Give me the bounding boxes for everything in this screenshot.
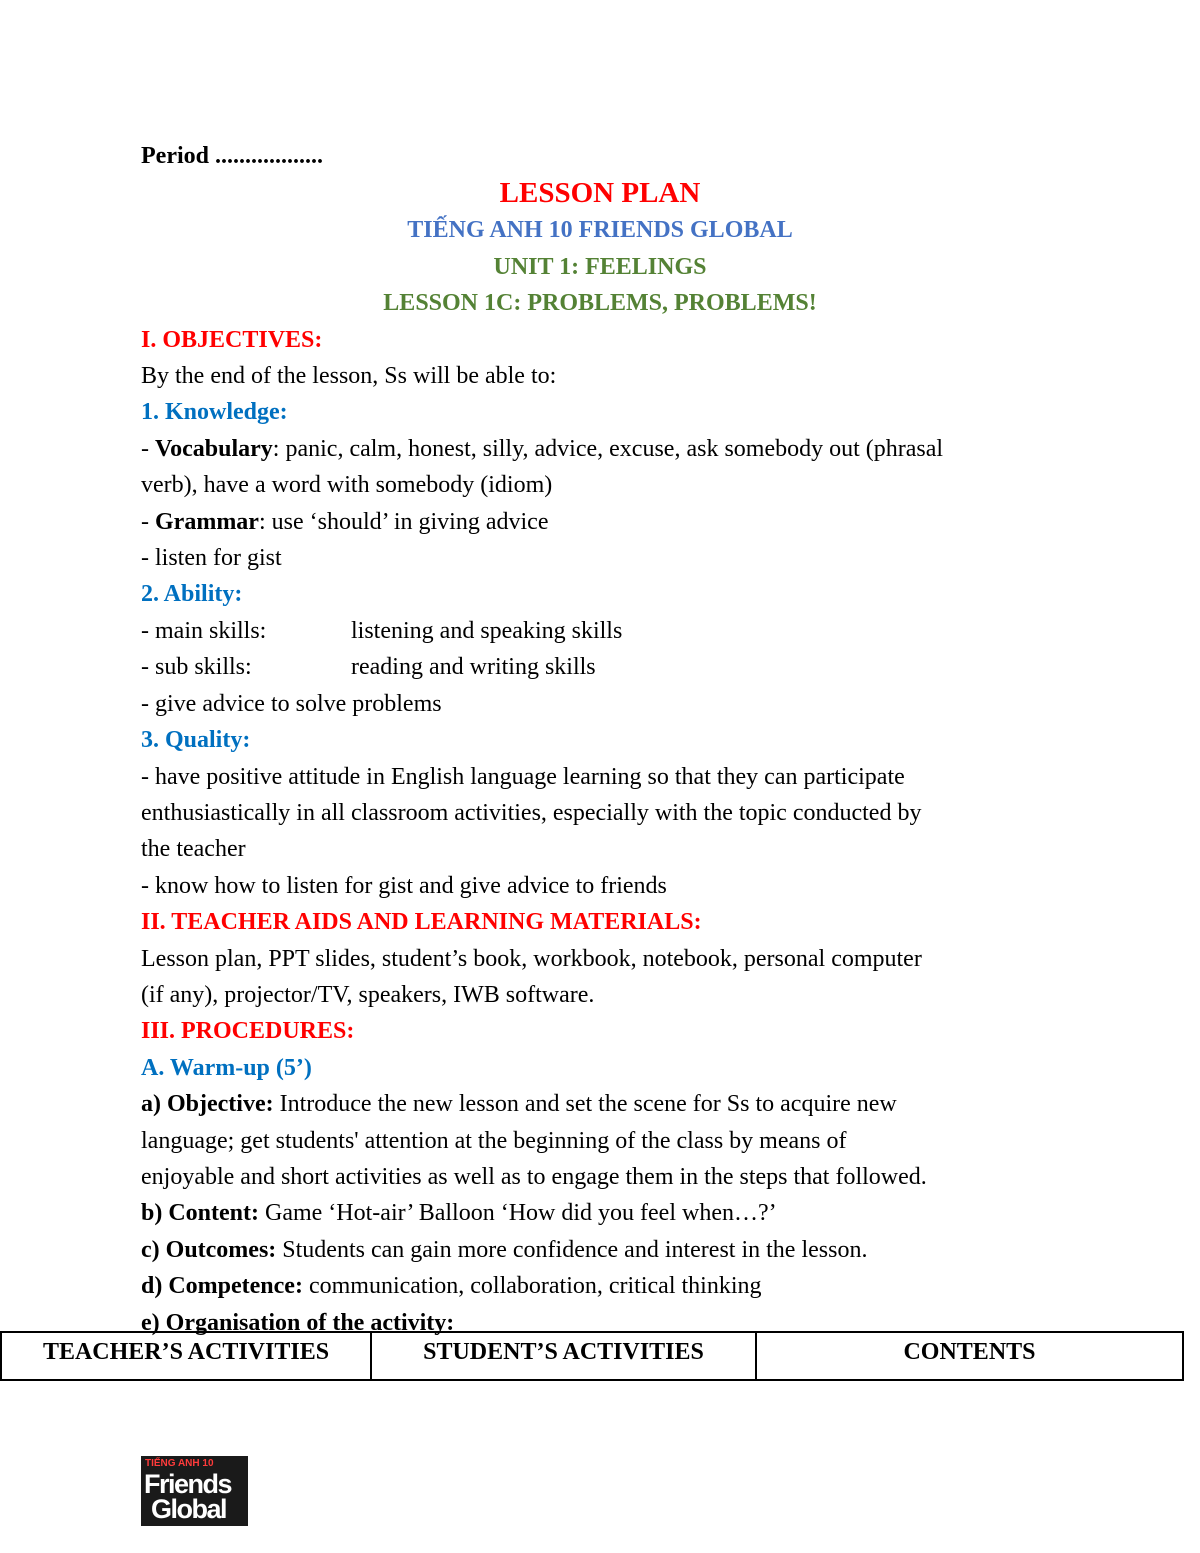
outcomes-label: c) Outcomes:: [141, 1236, 277, 1263]
student-activities-header: STUDENT’S ACTIVITIES: [371, 1332, 756, 1380]
warmup-heading: A. Warm-up (5’): [141, 1054, 312, 1081]
grammar-label: Grammar: [155, 508, 259, 535]
vocabulary-text: : panic, calm, honest, silly, advice, excuse, ask somebody out (phrasal: [272, 435, 944, 462]
sub-skills-line: [141, 649, 1071, 685]
friends-global-logo: [141, 1456, 248, 1526]
quality-line-1b: enthusiastically in all classroom activities, especially with the topic conducted by: [141, 799, 922, 826]
organisation-line: e) Organisation of the activity:: [141, 1309, 455, 1336]
procedures-heading: III. PROCEDURES:: [141, 1018, 355, 1045]
objectives-heading: I. OBJECTIVES:: [141, 326, 323, 353]
teacher-activities-header: TEACHER’S ACTIVITIES: [1, 1332, 371, 1380]
content-line: [141, 1195, 1071, 1231]
sub-skills-value: reading and writing skills: [351, 654, 596, 681]
give-advice-line: - give advice to solve problems: [141, 690, 442, 717]
outcomes-text: Students can gain more confidence and interest in the lesson.: [276, 1236, 868, 1263]
main-skills-value: listening and speaking skills: [351, 617, 623, 644]
competence-text: communication, collaboration, critical thinking: [302, 1273, 762, 1300]
course-title: TIẾNG ANH 10 FRIENDS GLOBAL: [407, 217, 793, 244]
page-title: LESSON PLAN: [499, 177, 701, 210]
unit-title: UNIT 1: FEELINGS: [493, 253, 707, 280]
period-line: Period ..................: [141, 143, 323, 169]
listen-gist-line: - listen for gist: [141, 545, 282, 572]
competence-line: [141, 1268, 1071, 1304]
quality-line-1c: the teacher: [141, 836, 246, 863]
lesson-title: LESSON 1C: PROBLEMS, PROBLEMS!: [383, 290, 817, 317]
aids-heading: II. TEACHER AIDS AND LEARNING MATERIALS:: [141, 909, 702, 936]
quality-line-1a: - have positive attitude in English language learning so that they can participate: [141, 763, 905, 790]
objective-label: a) Objective:: [141, 1091, 274, 1118]
vocabulary-label: Vocabulary: [155, 435, 273, 462]
aids-line-2: (if any), projector/TV, speakers, IWB software.: [141, 981, 595, 1008]
grammar-line: - Grammar: use ‘should’ in giving advice: [141, 508, 549, 535]
aids-line-1: Lesson plan, PPT slides, student’s book, workbook, notebook, personal computer: [141, 945, 922, 972]
table-header-row: [1, 1332, 1183, 1380]
objective-line-2: language; get students' attention at the beginning of the class by means of: [141, 1127, 847, 1154]
vocabulary-line: - Vocabulary: panic, calm, honest, silly, advice, excuse, ask somebody out (phrasal: [141, 435, 944, 462]
outcomes-line: [141, 1232, 1071, 1268]
ability-heading: 2. Ability:: [141, 581, 243, 608]
logo-bot-text: Global: [151, 1494, 227, 1524]
logo-top-text: TIẾNG ANH 10: [145, 1458, 214, 1469]
contents-header: CONTENTS: [756, 1332, 1183, 1380]
competence-label: d) Competence:: [141, 1273, 303, 1300]
activities-table: [0, 1331, 1184, 1381]
sub-skills-label: - sub skills:: [141, 654, 252, 681]
main-skills-label: - main skills:: [141, 617, 267, 644]
vocabulary-line-2: verb), have a word with somebody (idiom): [141, 472, 553, 499]
grammar-text: : use ‘should’ in giving advice: [258, 508, 549, 535]
objective-line-1: [141, 1086, 1071, 1122]
lesson-plan-body: [141, 138, 1071, 1341]
objectives-intro: By the end of the lesson, Ss will be able to:: [141, 363, 557, 390]
objective-text-1: Introduce the new lesson and set the scene for Ss to acquire new: [273, 1091, 897, 1118]
objective-line-3: enjoyable and short activities as well as to engage them in the steps that followed.: [141, 1163, 927, 1190]
main-skills-line: [141, 613, 1071, 649]
quality-line-2: - know how to listen for gist and give advice to friends: [141, 872, 667, 899]
content-text: Game ‘Hot-air’ Balloon ‘How did you feel when…?’: [259, 1200, 777, 1227]
content-label: b) Content:: [141, 1200, 259, 1227]
logo-mid-text: Friends: [144, 1469, 232, 1499]
quality-heading: 3. Quality:: [141, 727, 251, 754]
knowledge-heading: 1. Knowledge:: [141, 399, 288, 426]
